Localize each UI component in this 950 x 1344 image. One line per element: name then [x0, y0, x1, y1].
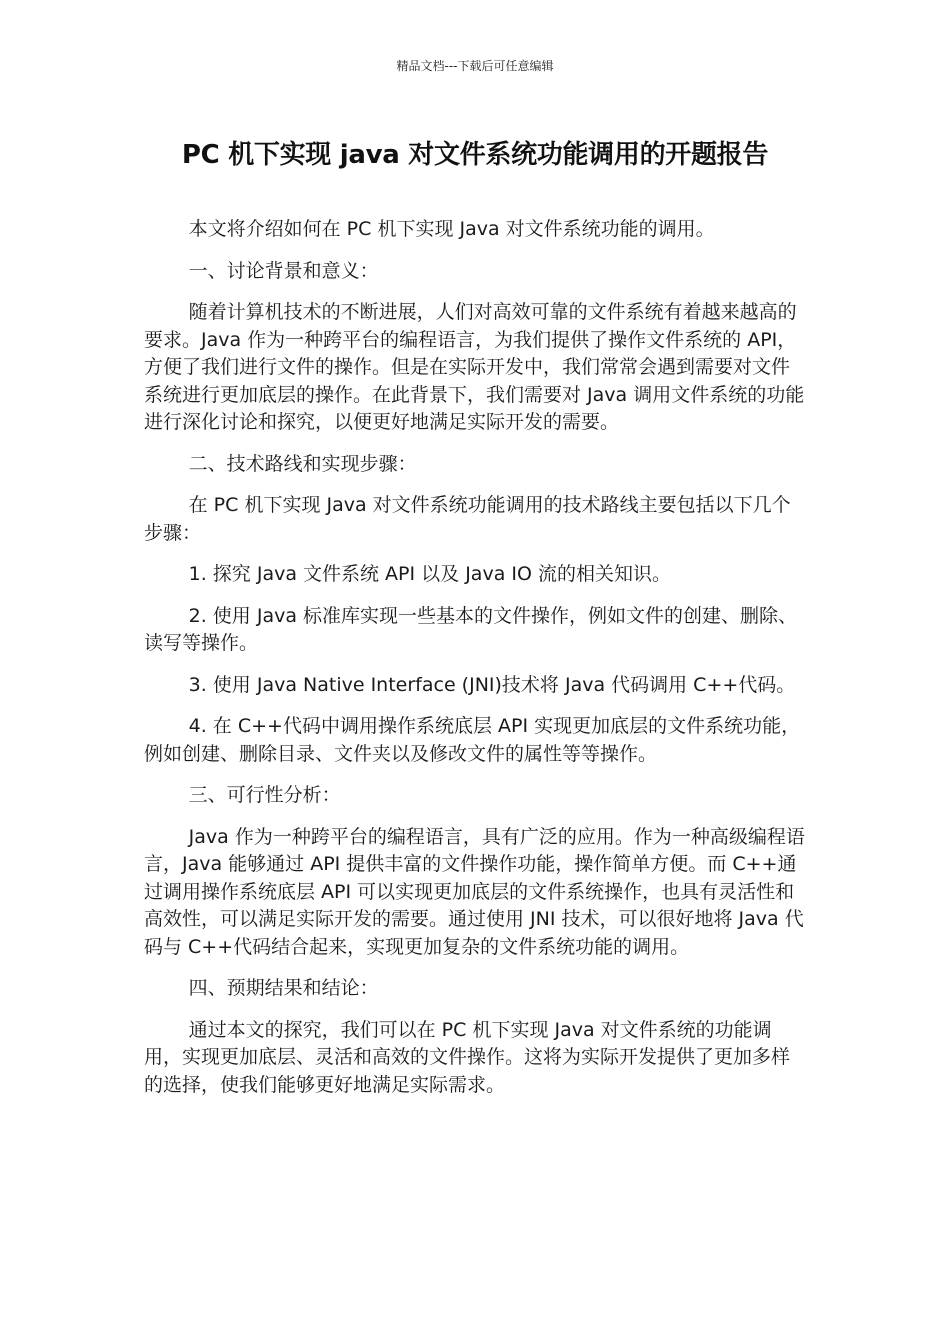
document-body: [144, 216, 808, 1113]
step-item-2: 2. 使用 Java 标准库实现一些基本的文件操作，例如文件的创建、删除、读写等操作。: [144, 604, 798, 654]
step-item-3: 3. 使用 Java Native Interface (JNI)技术将 Java 代码调用 C++代码。: [188, 673, 796, 696]
step-item-1: 1. 探究 Java 文件系统 API 以及 Java IO 流的相关知识。: [188, 563, 671, 585]
step-item-4: 4. 在 C++代码中调用操作系统底层 API 实现更加底层的文件系统功能，例如创建、删除目录、文件夹以及修改文件的属性等等操作。: [144, 715, 801, 765]
document-title: PC 机下实现 java 对文件系统功能调用的开题报告: [181, 140, 769, 170]
header-note: 精品文档---下载后可任意编辑: [396, 59, 554, 73]
section-heading-feasibility: 三、可行性分析：: [188, 784, 341, 806]
paragraph-intro: 本文将介绍如何在 PC 机下实现 Java 对文件系统功能的调用。: [188, 218, 715, 240]
paragraph-background: 随着计算机技术的不断进展，人们对高效可靠的文件系统有着越来越高的要求。Java 作为一种跨平台的编程语言，为我们提供了操作文件系统的 API，方便了我们进行文件的操作。但是在实际开发中，我们常常会遇到需要对文件系统进行更加底层的操作。在此背景下，我们需要对 Java 调用文件系统的功能进行深化讨论和探究，以便更好地满足实际开发的需要。: [144, 301, 805, 433]
paragraph-expected-results: 通过本文的探究，我们可以在 PC 机下实现 Java 对文件系统的功能调用，实现更加底层、灵活和高效的文件操作。这将为实际开发提供了更加多样的选择，使我们能够更好地满足实际需求。: [144, 1018, 791, 1096]
paragraph-feasibility: Java 作为一种跨平台的编程语言，具有广泛的应用。作为一种高级编程语言，Java 能够通过 API 提供丰富的文件操作功能，操作简单方便。而 C++通过调用操作系统底层 API 可以实现更加底层的文件系统操作，也具有灵活性和高效性，可以满足实际开发的需要。通过使用 JNI 技术，可以很好地将 Java 代码与 C++代码结合起来，实现更加复杂的文件系统功能的调用。: [144, 825, 805, 958]
section-heading-technical-route: 二、技术路线和实现步骤：: [188, 452, 417, 475]
section-heading-expected-results: 四、预期结果和结论：: [188, 977, 379, 999]
paragraph-technical-route: 在 PC 机下实现 Java 对文件系统功能调用的技术路线主要包括以下几个步骤：: [144, 494, 791, 544]
section-heading-background: 一、讨论背景和意义：: [188, 259, 379, 282]
